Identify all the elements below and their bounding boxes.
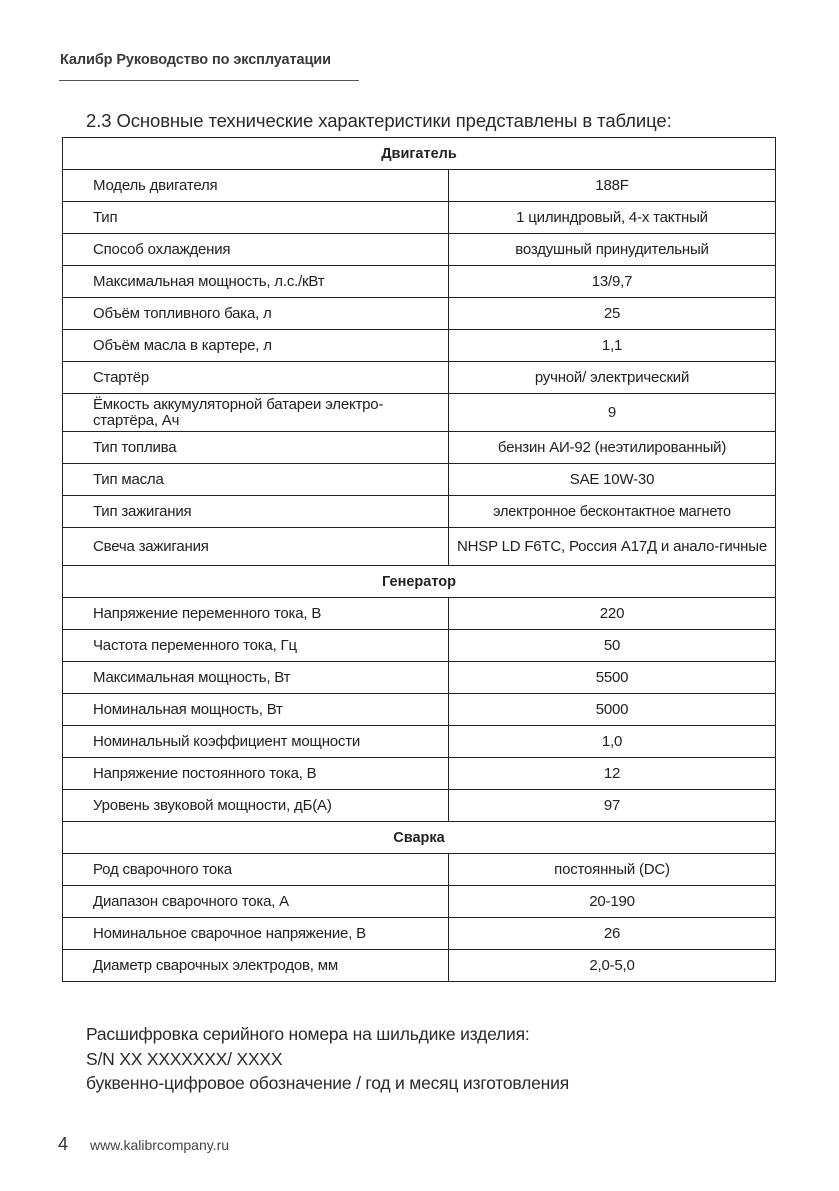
document-header-title: Калибр Руководство по эксплуатации: [60, 52, 331, 68]
value-cell: 20-190: [449, 886, 776, 918]
page-number: 4: [58, 1134, 69, 1154]
section-header-row: [63, 566, 776, 598]
table-row: [63, 202, 776, 234]
param-cell: Способ охлаждения: [63, 234, 449, 266]
table-row: [63, 790, 776, 822]
param-cell: Диапазон сварочного тока, А: [63, 886, 449, 918]
value-cell: 13/9,7: [449, 266, 776, 298]
param-cell: Уровень звуковой мощности, дБ(А): [63, 790, 449, 822]
value-cell: 188F: [449, 170, 776, 202]
param-cell: Тип топлива: [63, 432, 449, 464]
section-title-welding: Сварка: [63, 822, 776, 854]
value-cell: 1,1: [449, 330, 776, 362]
param-cell: Модель двигателя: [63, 170, 449, 202]
value-cell: ручной/ электрический: [449, 362, 776, 394]
table-row: [63, 854, 776, 886]
table-row: [63, 432, 776, 464]
table-row: [63, 598, 776, 630]
param-cell: Объём топливного бака, л: [63, 298, 449, 330]
table-row: [63, 950, 776, 982]
value-cell: 9: [449, 394, 776, 432]
param-cell: Напряжение переменного тока, В: [63, 598, 449, 630]
table-row: [63, 630, 776, 662]
param-cell: Номинальное сварочное напряжение, В: [63, 918, 449, 950]
value-cell: 12: [449, 758, 776, 790]
param-cell: Род сварочного тока: [63, 854, 449, 886]
serial-format: S/N XX XXXXXXX/ XXXX: [86, 1048, 283, 1069]
param-cell: Стартёр: [63, 362, 449, 394]
section-header-row: [63, 138, 776, 170]
table-row: [63, 298, 776, 330]
section-title-generator: Генератор: [63, 566, 776, 598]
table-row: [63, 918, 776, 950]
section-intro: 2.3 Основные технические характеристики представлены в таблице:: [86, 110, 672, 131]
param-cell: Номинальная мощность, Вт: [63, 694, 449, 726]
value-cell: SAE 10W-30: [449, 464, 776, 496]
value-cell: 5500: [449, 662, 776, 694]
param-cell: Максимальная мощность, л.с./кВт: [63, 266, 449, 298]
table-row: [63, 362, 776, 394]
param-cell: Тип масла: [63, 464, 449, 496]
value-cell: 1 цилиндровый, 4-х тактный: [449, 202, 776, 234]
value-cell: 2,0-5,0: [449, 950, 776, 982]
value-cell: 220: [449, 598, 776, 630]
table-row: [63, 886, 776, 918]
value-cell: 97: [449, 790, 776, 822]
table-row: [63, 330, 776, 362]
param-cell: Частота переменного тока, Гц: [63, 630, 449, 662]
param-cell: Ёмкость аккумуляторной батареи электро-стартёра, Ач: [63, 394, 449, 432]
section-header-row: [63, 822, 776, 854]
section-title-engine: Двигатель: [63, 138, 776, 170]
value-cell: 25: [449, 298, 776, 330]
value-cell: 1,0: [449, 726, 776, 758]
value-cell: 5000: [449, 694, 776, 726]
table-row: [63, 464, 776, 496]
value-cell: 26: [449, 918, 776, 950]
param-cell: Максимальная мощность, Вт: [63, 662, 449, 694]
header-divider: [59, 80, 359, 81]
value-cell: постоянный (DC): [449, 854, 776, 886]
param-cell: Напряжение постоянного тока, В: [63, 758, 449, 790]
value-cell: NHSP LD F6TC, Россия А17Д и анало-гичные: [449, 528, 776, 566]
table-row: [63, 758, 776, 790]
table-row: [63, 496, 776, 528]
table-row: [63, 694, 776, 726]
table-row: [63, 234, 776, 266]
param-cell: Объём масла в картере, л: [63, 330, 449, 362]
website-link[interactable]: www.kalibrcompany.ru: [90, 1137, 230, 1153]
table-row: [63, 528, 776, 566]
param-cell: Тип зажигания: [63, 496, 449, 528]
value-cell: 50: [449, 630, 776, 662]
value-cell: бензин АИ-92 (неэтилированный): [449, 432, 776, 464]
value-cell: электронное бесконтактное магнето: [449, 496, 776, 528]
table-row: [63, 266, 776, 298]
param-cell: Тип: [63, 202, 449, 234]
table-row: [63, 662, 776, 694]
param-cell: Свеча зажигания: [63, 528, 449, 566]
serial-caption: Расшифровка серийного номера на шильдике изделия:: [86, 1024, 530, 1044]
param-cell: Диаметр сварочных электродов, мм: [63, 950, 449, 982]
page-footer: [58, 1134, 229, 1155]
table-row: [63, 170, 776, 202]
serial-legend: буквенно-цифровое обозначение / год и месяц изготовления: [86, 1073, 569, 1093]
param-cell: Номинальный коэффициент мощности: [63, 726, 449, 758]
table-row: [63, 394, 776, 432]
specifications-table: [62, 137, 776, 982]
serial-number-explanation: [86, 1022, 569, 1096]
value-cell: воздушный принудительный: [449, 234, 776, 266]
table-row: [63, 726, 776, 758]
